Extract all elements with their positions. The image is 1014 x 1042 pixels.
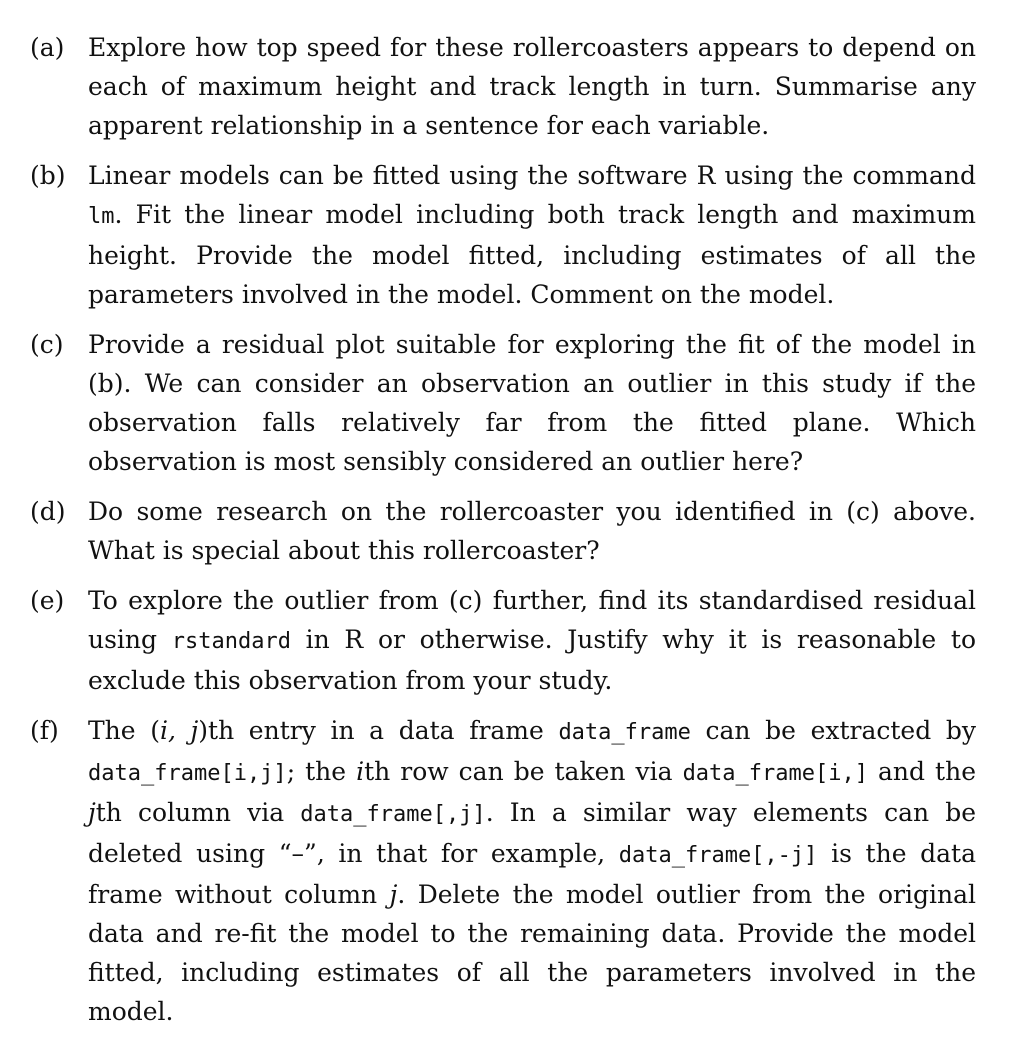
exercise-item-c: [0, 325, 976, 481]
item-label: (a): [30, 33, 65, 62]
code-lm: lm: [88, 204, 115, 229]
exercise-item-e: [0, 581, 976, 700]
exercise-item-f: [0, 711, 976, 1031]
item-text: Provide a residual plot suitable for exploring the fit of the model in (b). We can consider an observation an outlier in this study if the observation falls relatively far from the fitted plane. Which observation is most sensibly considered an outlier here?: [88, 330, 976, 476]
item-label: (b): [30, 161, 66, 190]
math-i: i: [356, 757, 365, 786]
code-data-frame: data_frame: [558, 720, 691, 745]
math-j: j: [389, 880, 398, 909]
item-text: To explore the outlier from (c) further, find its standardised residual using rstandard in R or otherwise. Justify why it is reasonable to exclude this observation from your study.: [88, 586, 977, 695]
code-data-frame-col: data_frame[,j]: [300, 802, 486, 827]
item-label: (e): [30, 586, 65, 615]
exercise-item-d: [0, 492, 976, 570]
item-text: The (i, j)th entry in a data frame data_frame can be extracted by data_frame[i,j]; the ith row can be taken via data_frame[i,] and the jth column via data_frame[,j]. In a similar way elements can be deleted using “–”, in that for example, data_frame[,-j] is the data frame without column j. Delete the model outlier from the original data and re-fit the model to the remaining data. Provide the model fitted, including estimates of all the parameters involved in the model.: [88, 716, 977, 1026]
math-ij: i, j: [159, 716, 199, 745]
code-data-frame-ij: data_frame[i,j]: [88, 761, 287, 786]
exercise-item-b: [0, 156, 976, 314]
item-text: Linear models can be fitted using the software R using the command lm. Fit the linear model including both track length and maximum height. Provide the model fitted, including estimates of all the parameters involved in the model. Comment on the model.: [88, 161, 976, 309]
item-label: (c): [30, 330, 64, 359]
item-label: (f): [30, 716, 59, 745]
item-text: Do some research on the rollercoaster you identified in (c) above. What is special about this rollercoaster?: [88, 497, 976, 565]
exercise-list: [0, 28, 1014, 1042]
code-data-frame-minus-j: data_frame[,-j]: [618, 843, 818, 868]
code-data-frame-row: data_frame[i,]: [682, 761, 868, 786]
item-label: (d): [30, 497, 66, 526]
code-rstandard: rstandard: [171, 629, 291, 654]
item-text: Explore how top speed for these rollercoasters appears to depend on each of maximum height and track length in turn. Summarise any apparent relationship in a sentence for each variable.: [88, 33, 976, 140]
math-j: j: [88, 798, 96, 827]
exercise-item-a: [0, 28, 976, 145]
